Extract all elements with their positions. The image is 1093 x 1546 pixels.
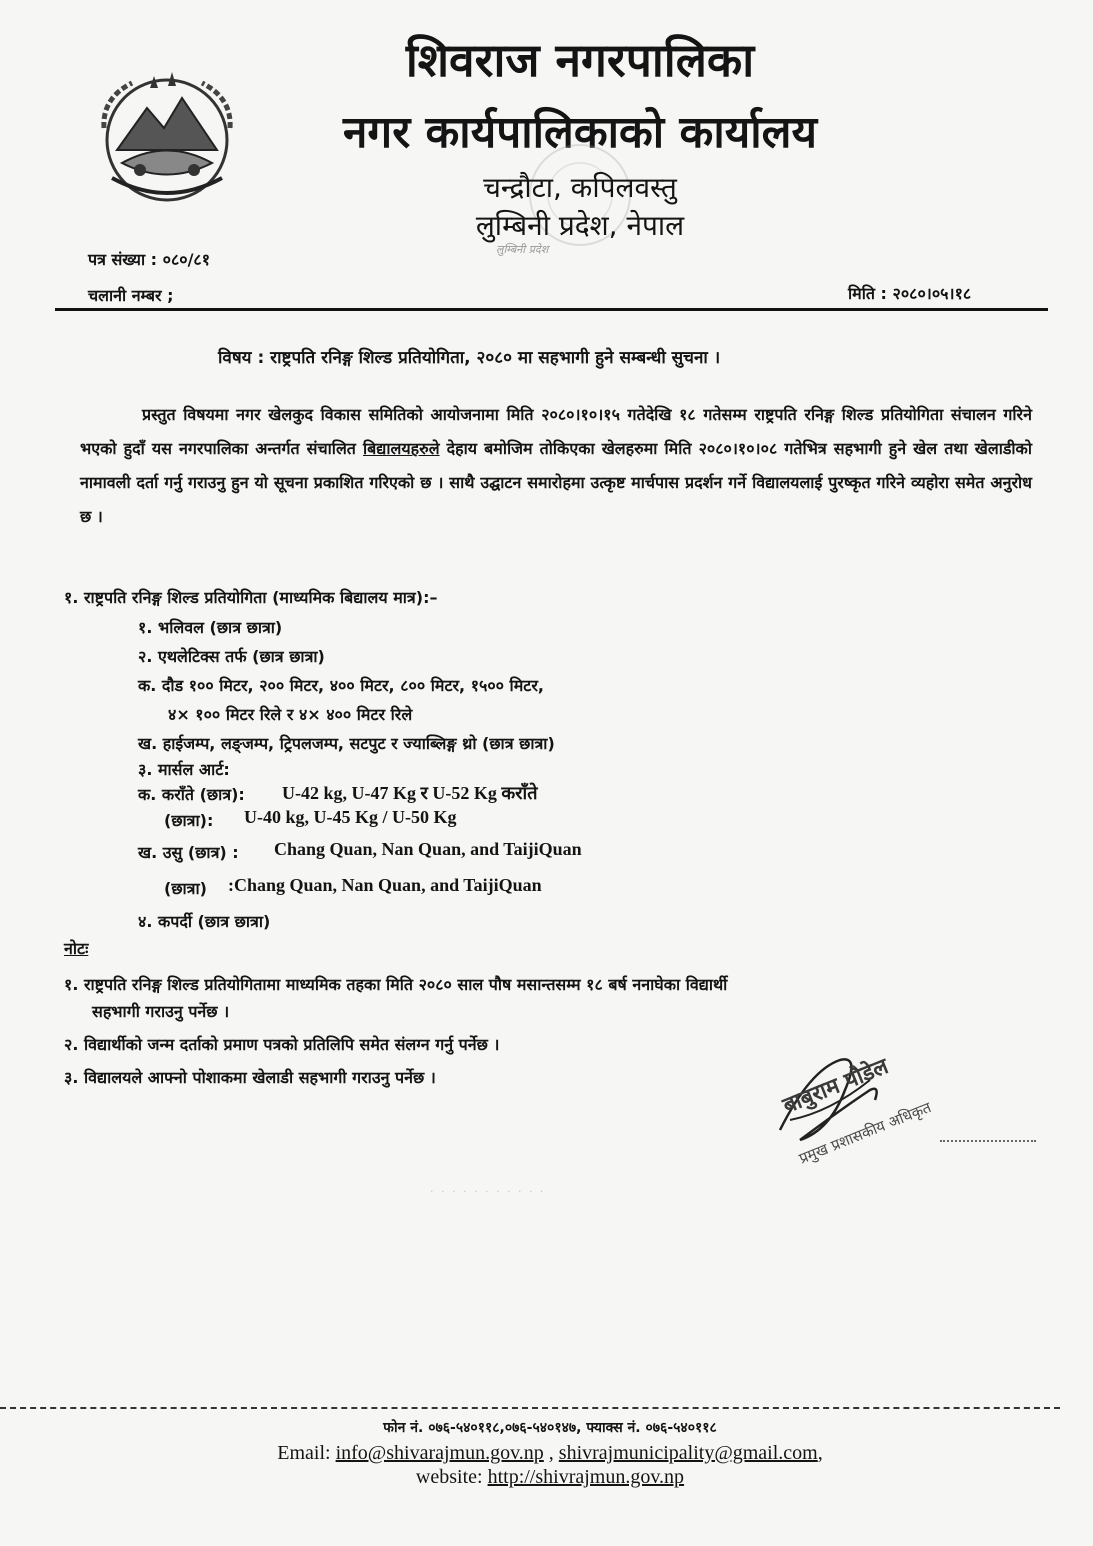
note-2: २. विद्यार्थीको जन्म दर्ताको प्रमाण पत्रको प्रतिलिपि समेत संलग्न गर्नु पर्नेछ ।: [64, 1035, 500, 1054]
footer-divider: [0, 1407, 1060, 1409]
nepal-emblem-icon: [92, 68, 242, 208]
list-item-race-line1: क. दौड १०० मिटर, २०० मिटर, ४०० मिटर, ८०० मिटर, १५०० मिटर,: [138, 676, 544, 695]
wushu-boys-label: ख. उसु (छात्र) :: [138, 843, 239, 862]
office-title-line1: शिवराज नगरपालिका: [405, 33, 755, 87]
body-text-underlined: बिद्यालयहरुले: [363, 439, 440, 458]
footer-email-line: [180, 1442, 920, 1465]
reference-number: पत्र संख्या : ०८०/८१: [88, 250, 211, 269]
list-item-athletics: २. एथलेटिक्स तर्फ (छात्र छात्रा): [138, 647, 325, 666]
email-link-gmail[interactable]: shivrajmunicipality@gmail.com: [558, 1442, 818, 1464]
list-item-kabaddi: ४. कपर्दी (छात्र छात्रा): [138, 912, 271, 931]
email-suffix: ,: [817, 1442, 823, 1464]
wushu-girls-label: (छात्रा): [164, 879, 207, 898]
subject-line: विषय : राष्ट्रपति रनिङ्ग शिल्ड प्रतियोगिता, २०८० मा सहभागी हुने सम्बन्धी सुचना ।: [218, 348, 721, 368]
website-link[interactable]: http://shivrajmun.gov.np: [487, 1466, 685, 1488]
signatory-title: प्रमुख प्रशासकीय अधिकृत: [796, 1098, 934, 1168]
email-link-primary[interactable]: info@shivarajmun.gov.np: [335, 1442, 544, 1464]
email-label: Email:: [277, 1442, 331, 1464]
karate-boys-value: U-42 kg, U-47 Kg र U-52 Kg कराँते: [282, 783, 538, 803]
body-text-part1: प्रस्तुत विषयमा नगर खेलकुद विकास समितिको आयोजनामा मिति २०८०।१०।१५ गतेदेखि १८ गतेसम्म राष्ट्रपति रनिङ्ग शिल्ड प्रतियोगिता संचालन गरिने भएको हुदाँ यस नगरपालिका अन्तर्गत संचालित: [80, 405, 1032, 458]
email-separator: ,: [548, 1442, 554, 1464]
list-item-race-line2: ४× १०० मिटर रिले र ४× ४०० मिटर रिले: [168, 705, 413, 724]
footer-phone: फोन नं. ०७६-५४०११८,०७६-५४०१४७, फ्याक्स नं. ०७६-५४०११८: [383, 1420, 717, 1436]
website-label: website:: [415, 1466, 483, 1488]
list-item-martial-arts: ३. मार्सल आर्ट:: [138, 760, 230, 779]
letter-date: मिति : २०८०।०५।१८: [848, 284, 972, 303]
faint-bleedthrough: · · · · · · · · · · ·: [430, 1185, 546, 1198]
karate-boys-label: क. कराँते (छात्र):: [138, 785, 245, 804]
karate-girls-label: (छात्रा):: [164, 811, 214, 830]
signature-line: [940, 1140, 1036, 1142]
wushu-boys-value: Chang Quan, Nan Quan, and TaijiQuan: [274, 839, 582, 859]
note-1-line2: सहभागी गराउनु पर्नेछ ।: [92, 1002, 230, 1021]
address-line2: लुम्बिनी प्रदेश, नेपाल: [475, 209, 685, 242]
list-item-volleyball: १. भलिवल (छात्र छात्रा): [138, 618, 283, 637]
body-paragraph: [80, 398, 1032, 534]
note-heading: नोटः: [64, 939, 89, 958]
header-divider: [55, 308, 1048, 311]
body-text-part2: देहाय बमोजिम तोकिएका खेलहरुमा मिति २०८०।१०।०८ गतेभित्र सहभागी हुने खेल तथा खेलाडीको नामावली दर्ता गर्नु गराउनु हुन यो सूचना प्रकाशित गरिएको छ । साथै उद्घाटन समारोहमा उत्कृष्ट मार्चपास प्रदर्शन गर्ने विद्यालयलाई पुरष्कृत गरिने व्यहोरा समेत अनुरोध छ ।: [80, 439, 1032, 526]
wushu-girls-value: :Chang Quan, Nan Quan, and TaijiQuan: [228, 875, 542, 895]
list-item-field-events: ख. हाईजम्प, लङ्जम्प, ट्रिपलजम्प, सटपुट र ज्याब्लिङ्ग थ्रो (छात्र छात्रा): [138, 734, 555, 753]
list-heading: १. राष्ट्रपति रनिङ्ग शिल्ड प्रतियोगिता (माध्यमिक बिद्यालय मात्र):–: [64, 588, 438, 607]
dispatch-number: चलानी नम्बर ;: [88, 286, 174, 305]
note-3: ३. विद्यालयले आफ्नो पोशाकमा खेलाडी सहभागी गराउनु पर्नेछ ।: [64, 1068, 436, 1087]
address-line1: चन्द्रौटा, कपिलवस्तु: [483, 171, 677, 204]
note-1-line1: १. राष्ट्रपति रनिङ्ग शिल्ड प्रतियोगितामा माध्यमिक तहका मिति २०८० साल पौष मसान्तसम्म १८ बर्ष ननाघेका विद्यार्थी: [64, 975, 728, 994]
karate-girls-value: U-40 kg, U-45 Kg / U-50 Kg: [244, 807, 457, 827]
footer-website-line: [300, 1466, 800, 1489]
signatory-name: बाबुराम पौडेल: [779, 1054, 892, 1119]
office-title-line2: नगर कार्यपालिकाको कार्यालय: [343, 107, 817, 158]
stamp-text: लुम्बिनी प्रदेश: [496, 243, 549, 256]
